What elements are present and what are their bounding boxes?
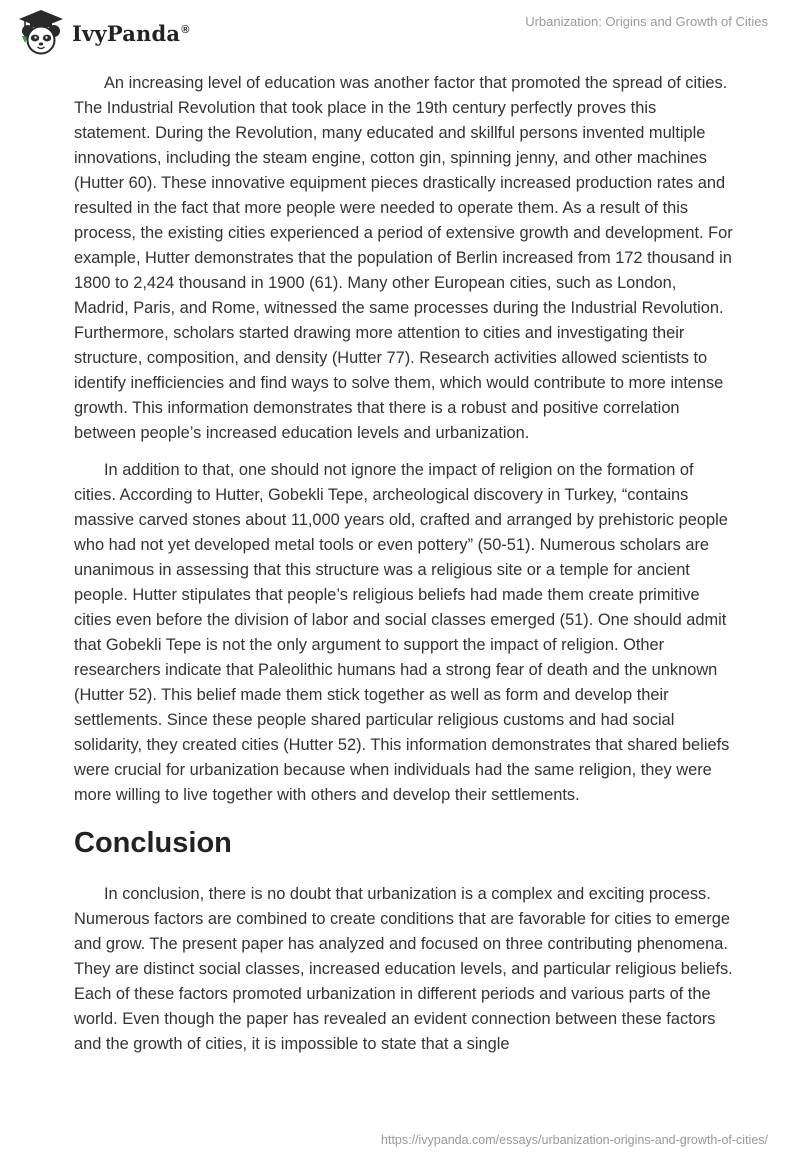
document-title: Urbanization: Origins and Growth of Cities [525,14,768,29]
ivypanda-logo[interactable] [16,8,190,56]
source-url[interactable]: https://ivypanda.com/essays/urbanization-origins-and-growth-of-cities/ [381,1133,768,1147]
paragraph-religion: In addition to that, one should not ignore the impact of religion on the formation of cities. According to Hutter, Gobekli Tepe, archeological discovery in Turkey, “contains massive carved stones about 11,000 years old, crafted and arranged by prehistoric people who had not yet developed metal tools or even pottery” (50-51). Numerous scholars are unanimous in assessing that this structure was a religious site or a temple for ancient people. Hutter stipulates that people’s religious beliefs had made them create primitive cities even before the division of labor and social classes emerged (51). One should admit that Gobekli Tepe is not the only argument to support the impact of religion. Other researchers indicate that Paleolithic humans had a strong fear of death and the unknown (Hutter 52). This belief made them stick together as well as form and develop their settlements. Since these people shared particular religious customs and had social solidarity, they created cities (Hutter 52). This information demonstrates that shared beliefs were crucial for urbanization because when individuals had the same religion, they were more willing to live together with others and develop their settlements. [74,461,730,804]
registered-mark: ® [181,23,190,36]
paragraph-education: An increasing level of education was another factor that promoted the spread of cities. The Industrial Revolution that took place in the 19th century perfectly proves this statement. During the Revolution, many educated and skillful persons invented multiple innovations, including the steam engine, cotton gin, spinning jenny, and other machines (Hutter 60). These innovative equipment pieces drastically increased production rates and resulted in the fact that more people were needed to operate them. As a result of this process, the existing cities experienced a period of extensive growth and development. For example, Hutter demonstrates that the population of Berlin increased from 172 thousand in 1800 to 2,424 thousand in 1900 (61). Many other European cities, such as London, Madrid, Paris, and Rome, witnessed the same processes during the Industrial Revolution. Furthermore, scholars started drawing more attention to cities and investigating their structure, composition, and density (Hutter 77). Research activities allowed scientists to identify inefficiencies and find ways to solve them, which would contribute to more intense growth. This information demonstrates that there is a robust and positive correlation between people’s increased education levels and urbanization. [74,74,733,442]
essay-body [74,71,734,1069]
conclusion-heading: Conclusion [74,827,232,859]
page-header [0,0,800,62]
logo-wordmark: IvyPanda® [72,20,190,46]
panda-graduate-icon [16,8,66,56]
paragraph-conclusion: In conclusion, there is no doubt that urbanization is a complex and exciting process. Numerous factors are combined to create conditions that are favorable for cities to emerge and grow. The present paper has analyzed and focused on three contributing phenomena. They are distinct social classes, increased education levels, and particular religious beliefs. Each of these factors promoted urbanization in different periods and various parts of the world. Even though the paper has revealed an evident connection between these factors and the growth of cities, it is impossible to state that a single [74,885,733,1053]
